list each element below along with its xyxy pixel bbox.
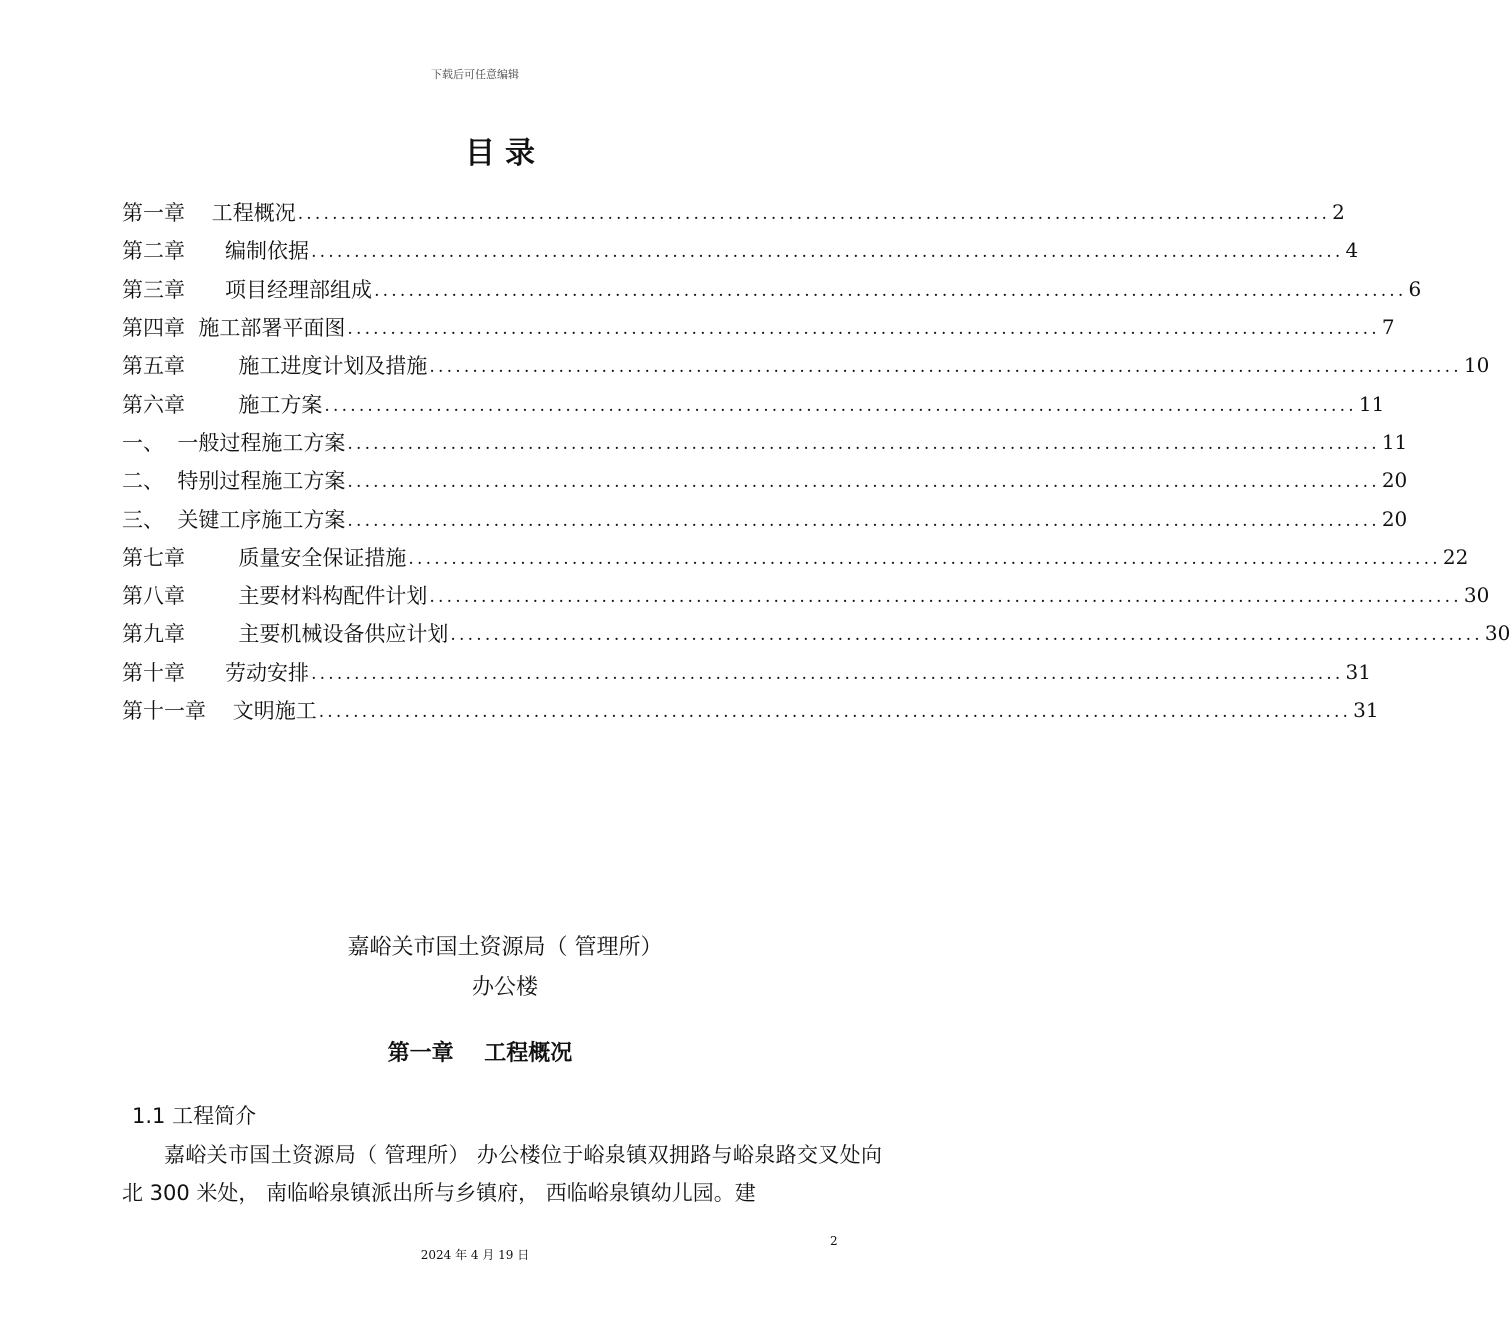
toc-entry-label: 第二章 编制依据 (122, 239, 310, 264)
toc-entry[interactable] (122, 691, 1379, 729)
toc-leader-dots: ........................................................................................................................ (311, 663, 1344, 684)
body-paragraph: 嘉峪关市国土资源局（ 管理所） 办公楼位于峪泉镇双拥路与峪泉路交叉处向北 300 米处， 南临峪泉镇派出所与乡镇府， 西临峪泉镇幼儿园。建 (122, 1143, 882, 1205)
toc-entry-label: 第四章 施工部署平面图 (122, 316, 346, 341)
toc-leader-dots: ........................................................................................................................ (408, 548, 1441, 569)
toc-leader-dots: ........................................................................................................................ (311, 242, 1344, 263)
table-of-contents (122, 193, 1510, 729)
page-number: 2 (830, 1234, 838, 1248)
toc-leader-dots: ........................................................................................................................ (347, 433, 1380, 454)
project-building: 办公楼 (471, 975, 538, 1000)
toc-entry-page: 30 (1484, 621, 1510, 646)
toc-entry[interactable] (122, 538, 1469, 576)
toc-leader-dots: ........................................................................................................................ (297, 204, 1331, 225)
toc-entry[interactable] (122, 193, 1345, 231)
chapter-heading: 第一章 工程概况 (387, 1041, 573, 1066)
toc-leader-dots: ........................................................................................................................ (374, 280, 1407, 301)
footer-date: 2024 年 4 月 19 日 (420, 1248, 530, 1262)
toc-entry-page: 11 (1358, 391, 1385, 416)
toc-entry[interactable] (122, 576, 1490, 614)
toc-leader-dots: ........................................................................................................................ (324, 395, 1357, 416)
toc-entry[interactable] (122, 308, 1395, 346)
toc-entry-label: 第三章 项目经理部组成 (122, 277, 373, 302)
toc-entry[interactable] (122, 461, 1408, 499)
toc-entry-page: 22 (1442, 544, 1469, 569)
toc-entry-page: 20 (1381, 506, 1408, 531)
toc-entry-page: 2 (1332, 200, 1345, 225)
toc-entry-page: 20 (1381, 468, 1408, 493)
header-note: 下载后可任意编辑 (431, 68, 519, 81)
toc-entry-label: 第七章 质量安全保证措施 (122, 545, 407, 570)
toc-entry[interactable] (122, 614, 1510, 652)
toc-entry-label: 第五章 施工进度计划及措施 (122, 354, 428, 379)
toc-entry-page: 7 (1381, 315, 1395, 340)
toc-entry-label: 二、 特别过程施工方案 (122, 469, 346, 494)
toc-leader-dots: ........................................................................................................................ (429, 587, 1462, 608)
toc-leader-dots: ........................................................................................................................ (347, 319, 1380, 340)
toc-entry-label: 第十一章 文明施工 (122, 699, 317, 723)
toc-entry[interactable] (122, 653, 1371, 691)
toc-entry-label: 第十章 劳动安排 (122, 660, 310, 685)
toc-entry-page: 6 (1408, 276, 1422, 301)
toc-entry-label: 三、 关键工序施工方案 (122, 507, 346, 532)
toc-leader-dots: ........................................................................................................................ (429, 357, 1462, 378)
toc-entry-label: 第六章 施工方案 (122, 392, 323, 417)
toc-entry-page: 31 (1345, 659, 1371, 684)
toc-entry-page: 31 (1353, 698, 1379, 722)
toc-entry-page: 10 (1463, 353, 1490, 378)
toc-leader-dots: ........................................................................................................................ (318, 702, 1352, 722)
toc-entry-page: 30 (1463, 583, 1490, 608)
toc-leader-dots: ........................................................................................................................ (347, 510, 1380, 531)
toc-entry-page: 4 (1345, 238, 1359, 263)
toc-entry[interactable] (122, 231, 1359, 269)
toc-entry[interactable] (122, 499, 1408, 537)
toc-entry[interactable] (122, 270, 1422, 308)
toc-leader-dots: ........................................................................................................................ (450, 625, 1483, 646)
toc-entry[interactable] (122, 384, 1385, 422)
toc-entry-label: 第九章 主要机械设备供应计划 (122, 622, 449, 647)
toc-entry-label: 第八章 主要材料构配件计划 (122, 584, 428, 609)
section-heading: 1.1 工程简介 (132, 1104, 257, 1128)
toc-entry-label: 一、 一般过程施工方案 (122, 430, 346, 455)
toc-entry-label: 第一章 工程概况 (122, 201, 296, 226)
toc-leader-dots: ........................................................................................................................ (347, 472, 1380, 493)
toc-entry-page: 11 (1381, 429, 1408, 454)
toc-entry[interactable] (122, 346, 1490, 384)
project-name: 嘉峪关市国土资源局（ 管理所） (347, 935, 663, 960)
toc-title: 目录 (465, 136, 545, 171)
toc-entry[interactable] (122, 423, 1408, 461)
